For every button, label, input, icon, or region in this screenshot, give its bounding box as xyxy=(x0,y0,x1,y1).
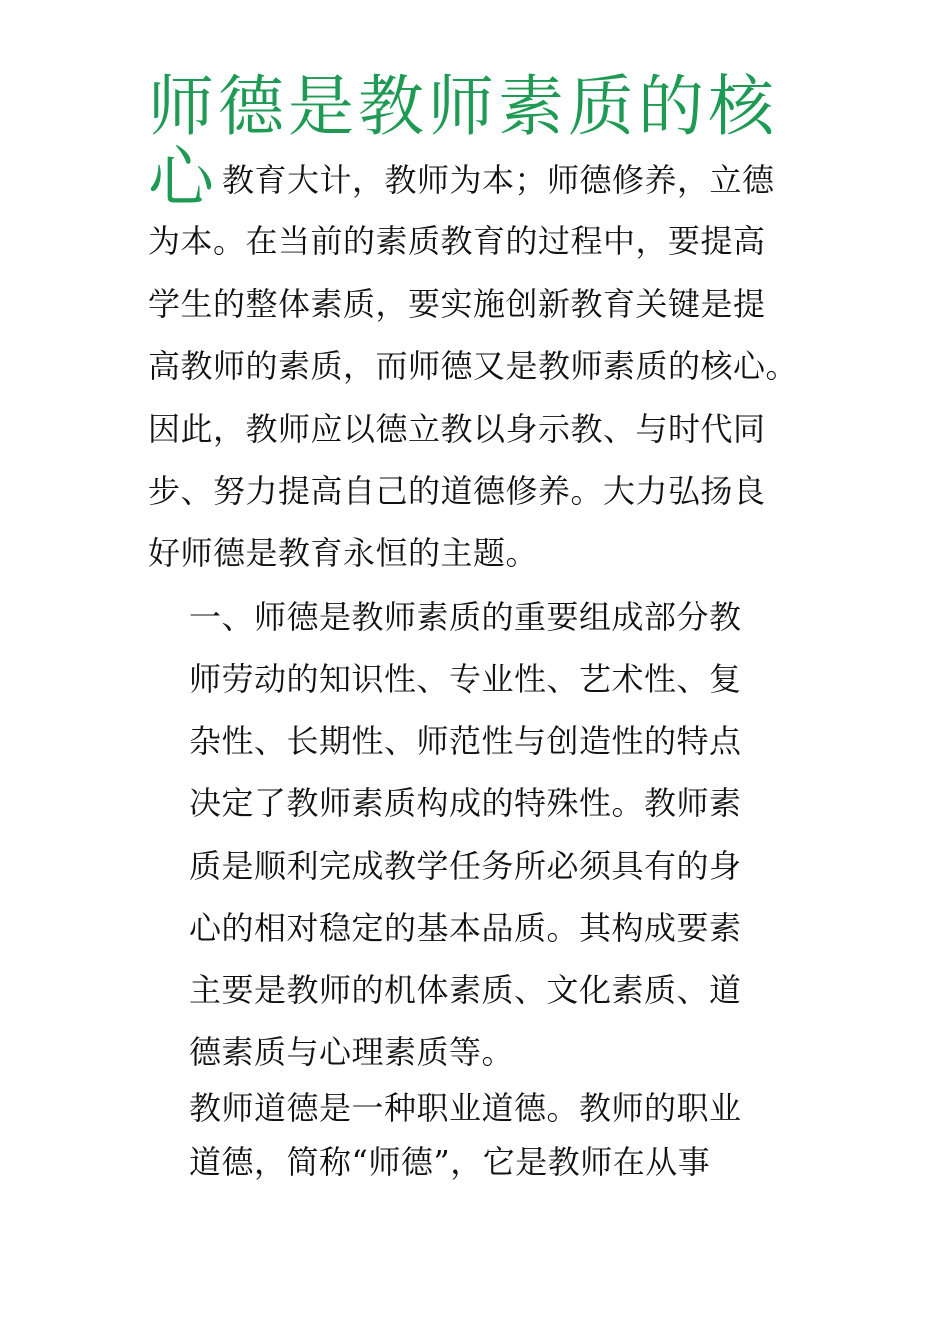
intro-line-7: 好师德是教育永恒的主题。 xyxy=(148,534,539,572)
section1-line-4: 决定了教师素质构成的特殊性。教师素 xyxy=(189,784,742,822)
section1-line-7: 主要是教师的机体素质、文化素质、道 xyxy=(189,971,742,1009)
intro-line-3: 学生的整体素质，要实施创新教育关键是提 xyxy=(148,285,766,323)
intro-line-5: 因此，教师应以德立教以身示教、与时代同 xyxy=(148,410,766,448)
section2-line-2: 道德，简称“师德”，它是教师在从事 xyxy=(189,1143,711,1181)
section2-line-1: 教师道德是一种职业道德。教师的职业 xyxy=(189,1089,742,1127)
section1-line-3: 杂性、长期性、师范性与创造性的特点 xyxy=(189,722,742,760)
section1-line-6: 心的相对稳定的基本品质。其构成要素 xyxy=(189,909,742,947)
document-title-continuation: 心 xyxy=(148,139,214,216)
intro-line-1: 教育大计，教师为本；师德修养，立德 xyxy=(222,161,775,199)
section1-line-5: 质是顺利完成教学任务所必须具有的身 xyxy=(189,847,742,885)
section1-line-2: 师劳动的知识性、专业性、艺术性、复 xyxy=(189,660,742,698)
section1-line-8: 德素质与心理素质等。 xyxy=(189,1033,515,1071)
intro-line-4: 高教师的素质，而师德又是教师素质的核心。 xyxy=(148,347,799,385)
intro-line-2: 为本。在当前的素质教育的过程中，要提高 xyxy=(148,222,766,260)
document-title: 师德是教师素质的核 xyxy=(148,68,778,145)
section1-line-1: 一、师德是教师素质的重要组成部分教 xyxy=(189,598,742,636)
intro-line-6: 步、努力提高自己的道德修养。大力弘扬良 xyxy=(148,472,766,510)
